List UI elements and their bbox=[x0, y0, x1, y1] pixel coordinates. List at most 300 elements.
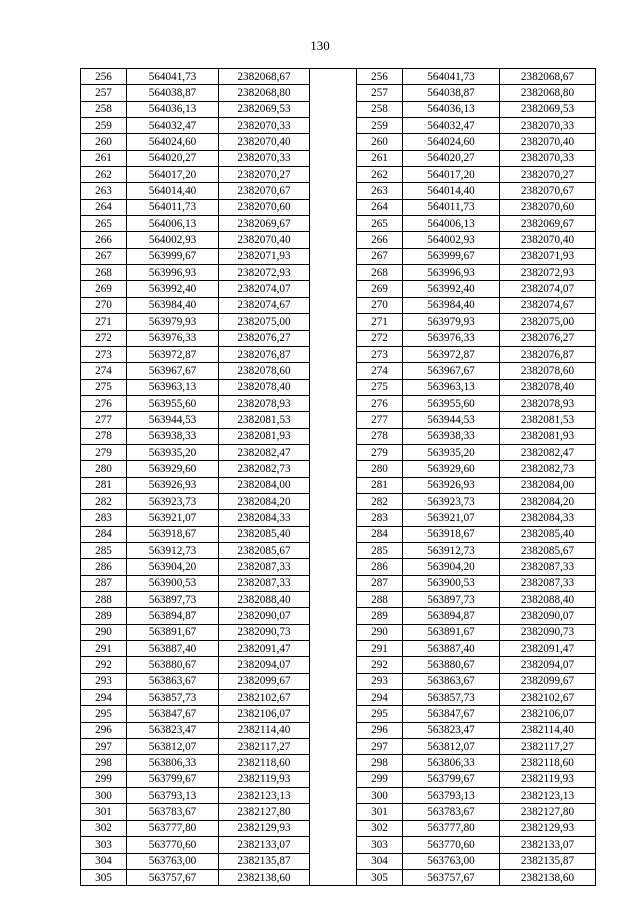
right-point-number-cell: 261 bbox=[357, 150, 403, 166]
right-point-number-cell: 275 bbox=[357, 379, 403, 395]
column-gap bbox=[310, 869, 357, 885]
right-x-coordinate-cell: 564002,93 bbox=[403, 232, 500, 248]
right-y-coordinate-cell: 2382070,27 bbox=[500, 167, 596, 183]
table-row bbox=[81, 706, 596, 722]
left-point-number-cell: 272 bbox=[81, 330, 127, 346]
left-x-coordinate-cell: 563887,40 bbox=[127, 641, 219, 657]
right-x-coordinate-cell: 563891,67 bbox=[403, 624, 500, 640]
right-x-coordinate-cell: 563979,93 bbox=[403, 314, 500, 330]
right-y-coordinate-cell: 2382075,00 bbox=[500, 314, 596, 330]
left-x-coordinate-cell: 564038,87 bbox=[127, 85, 219, 101]
column-gap bbox=[310, 444, 357, 460]
right-y-coordinate-cell: 2382072,93 bbox=[500, 265, 596, 281]
left-point-number-cell: 261 bbox=[81, 150, 127, 166]
column-gap bbox=[310, 118, 357, 134]
column-gap bbox=[310, 167, 357, 183]
left-x-coordinate-cell: 563806,33 bbox=[127, 755, 219, 771]
right-point-number-cell: 278 bbox=[357, 428, 403, 444]
left-y-coordinate-cell: 2382070,40 bbox=[219, 232, 310, 248]
left-point-number-cell: 294 bbox=[81, 690, 127, 706]
column-gap bbox=[310, 297, 357, 313]
left-x-coordinate-cell: 563944,53 bbox=[127, 412, 219, 428]
left-x-coordinate-cell: 563783,67 bbox=[127, 804, 219, 820]
right-x-coordinate-cell: 563923,73 bbox=[403, 493, 500, 509]
left-point-number-cell: 286 bbox=[81, 559, 127, 575]
left-x-coordinate-cell: 564032,47 bbox=[127, 118, 219, 134]
left-point-number-cell: 276 bbox=[81, 395, 127, 411]
right-x-coordinate-cell: 563967,67 bbox=[403, 363, 500, 379]
right-point-number-cell: 287 bbox=[357, 575, 403, 591]
left-x-coordinate-cell: 563857,73 bbox=[127, 690, 219, 706]
left-x-coordinate-cell: 563900,53 bbox=[127, 575, 219, 591]
right-point-number-cell: 291 bbox=[357, 641, 403, 657]
left-point-number-cell: 290 bbox=[81, 624, 127, 640]
column-gap bbox=[310, 150, 357, 166]
left-point-number-cell: 273 bbox=[81, 346, 127, 362]
right-y-coordinate-cell: 2382081,53 bbox=[500, 412, 596, 428]
table-row bbox=[81, 232, 596, 248]
right-y-coordinate-cell: 2382074,07 bbox=[500, 281, 596, 297]
right-point-number-cell: 277 bbox=[357, 412, 403, 428]
right-x-coordinate-cell: 564041,73 bbox=[403, 69, 500, 85]
left-y-coordinate-cell: 2382119,93 bbox=[219, 771, 310, 787]
left-point-number-cell: 283 bbox=[81, 510, 127, 526]
left-point-number-cell: 263 bbox=[81, 183, 127, 199]
right-y-coordinate-cell: 2382129,93 bbox=[500, 820, 596, 836]
left-x-coordinate-cell: 564024,60 bbox=[127, 134, 219, 150]
left-point-number-cell: 265 bbox=[81, 216, 127, 232]
right-point-number-cell: 260 bbox=[357, 134, 403, 150]
left-y-coordinate-cell: 2382082,73 bbox=[219, 461, 310, 477]
left-x-coordinate-cell: 563891,67 bbox=[127, 624, 219, 640]
table-row bbox=[81, 493, 596, 509]
right-y-coordinate-cell: 2382084,20 bbox=[500, 493, 596, 509]
right-x-coordinate-cell: 563976,33 bbox=[403, 330, 500, 346]
left-point-number-cell: 304 bbox=[81, 853, 127, 869]
column-gap bbox=[310, 477, 357, 493]
column-gap bbox=[310, 526, 357, 542]
right-y-coordinate-cell: 2382068,80 bbox=[500, 85, 596, 101]
left-point-number-cell: 267 bbox=[81, 248, 127, 264]
left-x-coordinate-cell: 563897,73 bbox=[127, 592, 219, 608]
left-x-coordinate-cell: 563967,67 bbox=[127, 363, 219, 379]
left-x-coordinate-cell: 563763,00 bbox=[127, 853, 219, 869]
column-gap bbox=[310, 559, 357, 575]
right-point-number-cell: 256 bbox=[357, 69, 403, 85]
left-y-coordinate-cell: 2382074,07 bbox=[219, 281, 310, 297]
left-x-coordinate-cell: 563926,93 bbox=[127, 477, 219, 493]
column-gap bbox=[310, 183, 357, 199]
left-y-coordinate-cell: 2382084,20 bbox=[219, 493, 310, 509]
left-y-coordinate-cell: 2382099,67 bbox=[219, 673, 310, 689]
right-x-coordinate-cell: 563812,07 bbox=[403, 739, 500, 755]
table-row bbox=[81, 412, 596, 428]
left-y-coordinate-cell: 2382070,67 bbox=[219, 183, 310, 199]
table-row bbox=[81, 869, 596, 885]
left-y-coordinate-cell: 2382114,40 bbox=[219, 722, 310, 738]
right-y-coordinate-cell: 2382071,93 bbox=[500, 248, 596, 264]
column-gap bbox=[310, 657, 357, 673]
table-row bbox=[81, 788, 596, 804]
left-y-coordinate-cell: 2382117,27 bbox=[219, 739, 310, 755]
left-point-number-cell: 291 bbox=[81, 641, 127, 657]
column-gap bbox=[310, 199, 357, 215]
left-x-coordinate-cell: 563904,20 bbox=[127, 559, 219, 575]
table-row bbox=[81, 853, 596, 869]
table-row bbox=[81, 739, 596, 755]
right-x-coordinate-cell: 563926,93 bbox=[403, 477, 500, 493]
left-point-number-cell: 285 bbox=[81, 542, 127, 558]
table-row bbox=[81, 820, 596, 836]
left-point-number-cell: 296 bbox=[81, 722, 127, 738]
left-y-coordinate-cell: 2382082,47 bbox=[219, 444, 310, 460]
right-point-number-cell: 294 bbox=[357, 690, 403, 706]
right-y-coordinate-cell: 2382088,40 bbox=[500, 592, 596, 608]
left-x-coordinate-cell: 563823,47 bbox=[127, 722, 219, 738]
right-x-coordinate-cell: 563992,40 bbox=[403, 281, 500, 297]
table-row bbox=[81, 608, 596, 624]
right-y-coordinate-cell: 2382070,60 bbox=[500, 199, 596, 215]
left-x-coordinate-cell: 563938,33 bbox=[127, 428, 219, 444]
right-x-coordinate-cell: 563880,67 bbox=[403, 657, 500, 673]
table-row bbox=[81, 444, 596, 460]
left-point-number-cell: 302 bbox=[81, 820, 127, 836]
right-y-coordinate-cell: 2382133,07 bbox=[500, 837, 596, 853]
left-y-coordinate-cell: 2382075,00 bbox=[219, 314, 310, 330]
table-row bbox=[81, 526, 596, 542]
table-row bbox=[81, 477, 596, 493]
column-gap bbox=[310, 248, 357, 264]
right-point-number-cell: 262 bbox=[357, 167, 403, 183]
column-gap bbox=[310, 134, 357, 150]
right-x-coordinate-cell: 564038,87 bbox=[403, 85, 500, 101]
left-point-number-cell: 278 bbox=[81, 428, 127, 444]
right-point-number-cell: 263 bbox=[357, 183, 403, 199]
right-x-coordinate-cell: 563955,60 bbox=[403, 395, 500, 411]
right-x-coordinate-cell: 563935,20 bbox=[403, 444, 500, 460]
right-point-number-cell: 283 bbox=[357, 510, 403, 526]
left-point-number-cell: 260 bbox=[81, 134, 127, 150]
column-gap bbox=[310, 330, 357, 346]
right-y-coordinate-cell: 2382119,93 bbox=[500, 771, 596, 787]
left-x-coordinate-cell: 563793,13 bbox=[127, 788, 219, 804]
right-y-coordinate-cell: 2382070,67 bbox=[500, 183, 596, 199]
right-x-coordinate-cell: 564014,40 bbox=[403, 183, 500, 199]
right-point-number-cell: 299 bbox=[357, 771, 403, 787]
column-gap bbox=[310, 788, 357, 804]
right-point-number-cell: 304 bbox=[357, 853, 403, 869]
left-y-coordinate-cell: 2382088,40 bbox=[219, 592, 310, 608]
column-gap bbox=[310, 428, 357, 444]
left-point-number-cell: 280 bbox=[81, 461, 127, 477]
table-row bbox=[81, 771, 596, 787]
left-y-coordinate-cell: 2382078,93 bbox=[219, 395, 310, 411]
right-y-coordinate-cell: 2382102,67 bbox=[500, 690, 596, 706]
table-row bbox=[81, 624, 596, 640]
left-x-coordinate-cell: 563972,87 bbox=[127, 346, 219, 362]
left-point-number-cell: 275 bbox=[81, 379, 127, 395]
left-y-coordinate-cell: 2382106,07 bbox=[219, 706, 310, 722]
right-y-coordinate-cell: 2382082,47 bbox=[500, 444, 596, 460]
right-y-coordinate-cell: 2382085,40 bbox=[500, 526, 596, 542]
left-point-number-cell: 284 bbox=[81, 526, 127, 542]
right-x-coordinate-cell: 563777,80 bbox=[403, 820, 500, 836]
left-y-coordinate-cell: 2382078,40 bbox=[219, 379, 310, 395]
column-gap bbox=[310, 216, 357, 232]
right-y-coordinate-cell: 2382127,80 bbox=[500, 804, 596, 820]
right-y-coordinate-cell: 2382076,27 bbox=[500, 330, 596, 346]
right-point-number-cell: 279 bbox=[357, 444, 403, 460]
right-y-coordinate-cell: 2382074,67 bbox=[500, 297, 596, 313]
column-gap bbox=[310, 837, 357, 853]
right-y-coordinate-cell: 2382106,07 bbox=[500, 706, 596, 722]
table-row bbox=[81, 85, 596, 101]
right-y-coordinate-cell: 2382081,93 bbox=[500, 428, 596, 444]
left-y-coordinate-cell: 2382084,00 bbox=[219, 477, 310, 493]
left-point-number-cell: 281 bbox=[81, 477, 127, 493]
table-row bbox=[81, 690, 596, 706]
left-y-coordinate-cell: 2382138,60 bbox=[219, 869, 310, 885]
left-y-coordinate-cell: 2382127,80 bbox=[219, 804, 310, 820]
table-row bbox=[81, 379, 596, 395]
table-row bbox=[81, 150, 596, 166]
left-point-number-cell: 282 bbox=[81, 493, 127, 509]
right-y-coordinate-cell: 2382118,60 bbox=[500, 755, 596, 771]
column-gap bbox=[310, 853, 357, 869]
table-row bbox=[81, 101, 596, 117]
column-gap bbox=[310, 608, 357, 624]
column-gap bbox=[310, 265, 357, 281]
left-point-number-cell: 299 bbox=[81, 771, 127, 787]
right-point-number-cell: 289 bbox=[357, 608, 403, 624]
right-x-coordinate-cell: 563996,93 bbox=[403, 265, 500, 281]
left-y-coordinate-cell: 2382102,67 bbox=[219, 690, 310, 706]
right-point-number-cell: 297 bbox=[357, 739, 403, 755]
right-x-coordinate-cell: 563999,67 bbox=[403, 248, 500, 264]
left-y-coordinate-cell: 2382081,53 bbox=[219, 412, 310, 428]
left-x-coordinate-cell: 563923,73 bbox=[127, 493, 219, 509]
column-gap bbox=[310, 592, 357, 608]
column-gap bbox=[310, 379, 357, 395]
right-point-number-cell: 257 bbox=[357, 85, 403, 101]
column-gap bbox=[310, 461, 357, 477]
left-point-number-cell: 271 bbox=[81, 314, 127, 330]
left-x-coordinate-cell: 563999,67 bbox=[127, 248, 219, 264]
column-gap bbox=[310, 493, 357, 509]
left-y-coordinate-cell: 2382133,07 bbox=[219, 837, 310, 853]
column-gap bbox=[310, 281, 357, 297]
left-x-coordinate-cell: 564014,40 bbox=[127, 183, 219, 199]
left-y-coordinate-cell: 2382085,40 bbox=[219, 526, 310, 542]
table-row bbox=[81, 722, 596, 738]
right-y-coordinate-cell: 2382087,33 bbox=[500, 559, 596, 575]
right-point-number-cell: 269 bbox=[357, 281, 403, 297]
right-x-coordinate-cell: 563863,67 bbox=[403, 673, 500, 689]
right-y-coordinate-cell: 2382070,40 bbox=[500, 134, 596, 150]
left-x-coordinate-cell: 563757,67 bbox=[127, 869, 219, 885]
left-point-number-cell: 259 bbox=[81, 118, 127, 134]
right-y-coordinate-cell: 2382085,67 bbox=[500, 542, 596, 558]
left-y-coordinate-cell: 2382090,73 bbox=[219, 624, 310, 640]
right-y-coordinate-cell: 2382094,07 bbox=[500, 657, 596, 673]
left-x-coordinate-cell: 564006,13 bbox=[127, 216, 219, 232]
left-point-number-cell: 266 bbox=[81, 232, 127, 248]
right-point-number-cell: 305 bbox=[357, 869, 403, 885]
right-point-number-cell: 266 bbox=[357, 232, 403, 248]
left-y-coordinate-cell: 2382087,33 bbox=[219, 575, 310, 591]
table-row bbox=[81, 216, 596, 232]
column-gap bbox=[310, 101, 357, 117]
left-y-coordinate-cell: 2382076,87 bbox=[219, 346, 310, 362]
left-y-coordinate-cell: 2382091,47 bbox=[219, 641, 310, 657]
table-row bbox=[81, 118, 596, 134]
left-y-coordinate-cell: 2382071,93 bbox=[219, 248, 310, 264]
table-row bbox=[81, 559, 596, 575]
right-point-number-cell: 271 bbox=[357, 314, 403, 330]
right-x-coordinate-cell: 563847,67 bbox=[403, 706, 500, 722]
right-point-number-cell: 285 bbox=[357, 542, 403, 558]
table-row bbox=[81, 575, 596, 591]
right-x-coordinate-cell: 564011,73 bbox=[403, 199, 500, 215]
right-point-number-cell: 268 bbox=[357, 265, 403, 281]
table-row bbox=[81, 199, 596, 215]
right-x-coordinate-cell: 563823,47 bbox=[403, 722, 500, 738]
right-y-coordinate-cell: 2382114,40 bbox=[500, 722, 596, 738]
right-x-coordinate-cell: 564006,13 bbox=[403, 216, 500, 232]
left-x-coordinate-cell: 563984,40 bbox=[127, 297, 219, 313]
left-point-number-cell: 303 bbox=[81, 837, 127, 853]
table-row bbox=[81, 167, 596, 183]
left-y-coordinate-cell: 2382074,67 bbox=[219, 297, 310, 313]
left-x-coordinate-cell: 564002,93 bbox=[127, 232, 219, 248]
table-row bbox=[81, 134, 596, 150]
right-y-coordinate-cell: 2382084,00 bbox=[500, 477, 596, 493]
right-x-coordinate-cell: 563972,87 bbox=[403, 346, 500, 362]
right-point-number-cell: 280 bbox=[357, 461, 403, 477]
right-point-number-cell: 286 bbox=[357, 559, 403, 575]
right-point-number-cell: 288 bbox=[357, 592, 403, 608]
left-point-number-cell: 268 bbox=[81, 265, 127, 281]
right-point-number-cell: 298 bbox=[357, 755, 403, 771]
table-row bbox=[81, 363, 596, 379]
right-x-coordinate-cell: 563799,67 bbox=[403, 771, 500, 787]
right-point-number-cell: 284 bbox=[357, 526, 403, 542]
right-x-coordinate-cell: 564036,13 bbox=[403, 101, 500, 117]
right-point-number-cell: 293 bbox=[357, 673, 403, 689]
right-point-number-cell: 264 bbox=[357, 199, 403, 215]
right-x-coordinate-cell: 563857,73 bbox=[403, 690, 500, 706]
column-gap bbox=[310, 314, 357, 330]
column-gap bbox=[310, 624, 357, 640]
column-gap bbox=[310, 771, 357, 787]
left-y-coordinate-cell: 2382070,33 bbox=[219, 150, 310, 166]
left-x-coordinate-cell: 563812,07 bbox=[127, 739, 219, 755]
left-y-coordinate-cell: 2382072,93 bbox=[219, 265, 310, 281]
left-y-coordinate-cell: 2382123,13 bbox=[219, 788, 310, 804]
table-row bbox=[81, 673, 596, 689]
right-x-coordinate-cell: 563912,73 bbox=[403, 542, 500, 558]
column-gap bbox=[310, 69, 357, 85]
right-x-coordinate-cell: 563984,40 bbox=[403, 297, 500, 313]
right-y-coordinate-cell: 2382076,87 bbox=[500, 346, 596, 362]
right-y-coordinate-cell: 2382117,27 bbox=[500, 739, 596, 755]
left-point-number-cell: 297 bbox=[81, 739, 127, 755]
right-x-coordinate-cell: 563929,60 bbox=[403, 461, 500, 477]
column-gap bbox=[310, 641, 357, 657]
right-point-number-cell: 267 bbox=[357, 248, 403, 264]
right-point-number-cell: 292 bbox=[357, 657, 403, 673]
left-y-coordinate-cell: 2382068,80 bbox=[219, 85, 310, 101]
right-point-number-cell: 272 bbox=[357, 330, 403, 346]
right-y-coordinate-cell: 2382091,47 bbox=[500, 641, 596, 657]
column-gap bbox=[310, 804, 357, 820]
column-gap bbox=[310, 395, 357, 411]
right-x-coordinate-cell: 563770,60 bbox=[403, 837, 500, 853]
right-point-number-cell: 265 bbox=[357, 216, 403, 232]
left-x-coordinate-cell: 563918,67 bbox=[127, 526, 219, 542]
left-y-coordinate-cell: 2382069,67 bbox=[219, 216, 310, 232]
right-y-coordinate-cell: 2382070,33 bbox=[500, 118, 596, 134]
column-gap bbox=[310, 85, 357, 101]
left-x-coordinate-cell: 563935,20 bbox=[127, 444, 219, 460]
right-y-coordinate-cell: 2382070,40 bbox=[500, 232, 596, 248]
left-y-coordinate-cell: 2382118,60 bbox=[219, 755, 310, 771]
right-x-coordinate-cell: 563904,20 bbox=[403, 559, 500, 575]
left-y-coordinate-cell: 2382087,33 bbox=[219, 559, 310, 575]
right-point-number-cell: 302 bbox=[357, 820, 403, 836]
left-x-coordinate-cell: 563921,07 bbox=[127, 510, 219, 526]
left-x-coordinate-cell: 564041,73 bbox=[127, 69, 219, 85]
left-x-coordinate-cell: 563863,67 bbox=[127, 673, 219, 689]
right-point-number-cell: 295 bbox=[357, 706, 403, 722]
left-point-number-cell: 258 bbox=[81, 101, 127, 117]
left-y-coordinate-cell: 2382070,60 bbox=[219, 199, 310, 215]
left-point-number-cell: 257 bbox=[81, 85, 127, 101]
column-gap bbox=[310, 575, 357, 591]
right-y-coordinate-cell: 2382087,33 bbox=[500, 575, 596, 591]
right-x-coordinate-cell: 563793,13 bbox=[403, 788, 500, 804]
column-gap bbox=[310, 706, 357, 722]
table-row bbox=[81, 314, 596, 330]
left-x-coordinate-cell: 563955,60 bbox=[127, 395, 219, 411]
left-point-number-cell: 264 bbox=[81, 199, 127, 215]
table-row bbox=[81, 265, 596, 281]
right-point-number-cell: 301 bbox=[357, 804, 403, 820]
page-number: 130 bbox=[310, 38, 330, 53]
left-x-coordinate-cell: 563929,60 bbox=[127, 461, 219, 477]
table-row bbox=[81, 837, 596, 853]
right-x-coordinate-cell: 564017,20 bbox=[403, 167, 500, 183]
right-x-coordinate-cell: 563963,13 bbox=[403, 379, 500, 395]
left-point-number-cell: 277 bbox=[81, 412, 127, 428]
right-y-coordinate-cell: 2382069,53 bbox=[500, 101, 596, 117]
right-point-number-cell: 281 bbox=[357, 477, 403, 493]
right-x-coordinate-cell: 563757,67 bbox=[403, 869, 500, 885]
column-gap bbox=[310, 346, 357, 362]
column-gap bbox=[310, 722, 357, 738]
table-row bbox=[81, 592, 596, 608]
left-point-number-cell: 279 bbox=[81, 444, 127, 460]
right-x-coordinate-cell: 563763,00 bbox=[403, 853, 500, 869]
left-x-coordinate-cell: 563912,73 bbox=[127, 542, 219, 558]
left-x-coordinate-cell: 564011,73 bbox=[127, 199, 219, 215]
table-row bbox=[81, 641, 596, 657]
column-gap bbox=[310, 739, 357, 755]
right-x-coordinate-cell: 564032,47 bbox=[403, 118, 500, 134]
left-y-coordinate-cell: 2382081,93 bbox=[219, 428, 310, 444]
right-point-number-cell: 259 bbox=[357, 118, 403, 134]
right-y-coordinate-cell: 2382099,67 bbox=[500, 673, 596, 689]
